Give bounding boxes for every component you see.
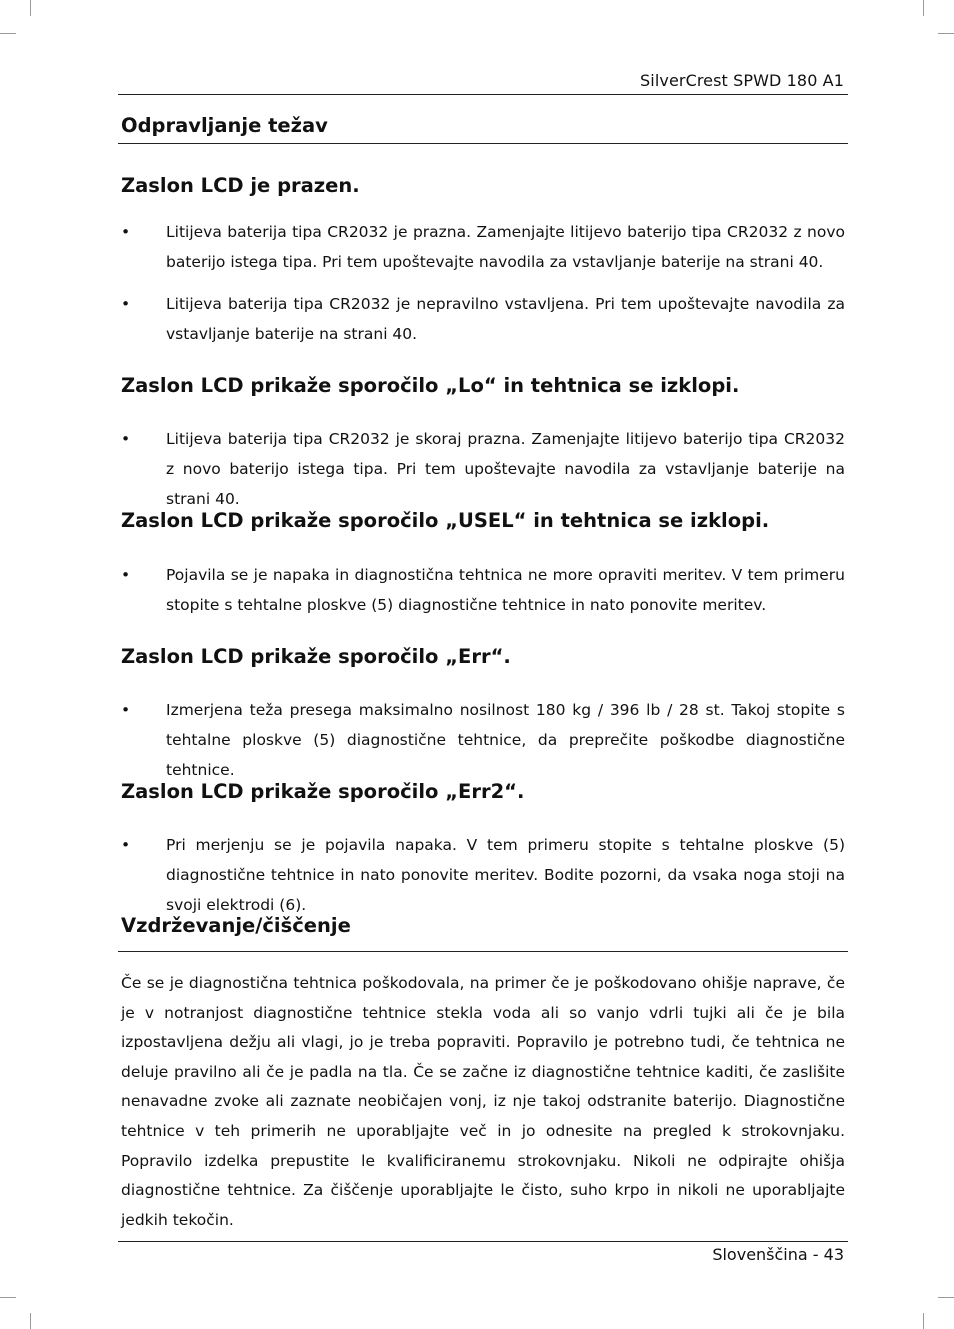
crop-mark: [938, 33, 954, 34]
section-title-troubleshooting: Odpravljanje težav: [121, 114, 328, 137]
list-item-text: Litijeva baterija tipa CR2032 je nepravilno vstavljena. Pri tem upoštevajte navodila za vstavljanje baterije na strani 40.: [166, 295, 845, 343]
section-rule: [118, 143, 848, 144]
list-item: [121, 695, 845, 785]
subheading: Zaslon LCD prikaže sporočilo „Err2“.: [121, 780, 525, 803]
subheading: Zaslon LCD prikaže sporočilo „Lo“ in tehtnica se izklopi.: [121, 374, 740, 397]
list-item-text: Litijeva baterija tipa CR2032 je prazna. Zamenjajte litijevo baterijo tipa CR2032 z novo baterijo istega tipa. Pri tem upoštevajte navodila za vstavljanje baterije na strani 40.: [166, 223, 845, 271]
crop-mark: [30, 0, 31, 16]
header-rule: [118, 94, 848, 95]
crop-mark: [30, 1313, 31, 1329]
footer-rule: [118, 1241, 848, 1242]
bullet-icon: •: [121, 295, 131, 313]
list-item: [121, 830, 845, 920]
section-rule: [118, 951, 848, 952]
crop-mark: [0, 33, 16, 34]
crop-mark: [923, 0, 924, 16]
bullet-icon: •: [121, 566, 131, 584]
section-title-maintenance: Vzdrževanje/čiščenje: [121, 914, 351, 937]
list-item: [121, 289, 845, 349]
page-number: Slovenščina - 43: [712, 1245, 844, 1264]
list-item-text: Izmerjena teža presega maksimalno nosilnost 180 kg / 396 lb / 28 st. Takoj stopite s tehtalne ploskve (5) diagnostične tehtnice, da preprečite poškodbe diagnostične tehtnice.: [166, 701, 845, 779]
bullet-icon: •: [121, 701, 131, 719]
list-item: [121, 217, 845, 277]
list-item: [121, 424, 845, 514]
bullet-icon: •: [121, 430, 131, 448]
subheading: Zaslon LCD prikaže sporočilo „Err“.: [121, 645, 511, 668]
bullet-icon: •: [121, 223, 131, 241]
list-item-text: Pojavila se je napaka in diagnostična tehtnica ne more opraviti meritev. V tem primeru stopite s tehtalne ploskve (5) diagnostične tehtnice in nato ponovite meritev.: [166, 566, 845, 614]
bullet-icon: •: [121, 836, 131, 854]
list-item: [121, 560, 845, 620]
subheading: Zaslon LCD je prazen.: [121, 174, 360, 197]
crop-mark: [0, 1297, 16, 1298]
crop-mark: [938, 1297, 954, 1298]
list-item-text: Pri merjenju se je pojavila napaka. V tem primeru stopite s tehtalne ploskve (5) diagnostične tehtnice in nato ponovite meritev. Bodite pozorni, da vsaka noga stoji na svoji elektrodi (6).: [166, 836, 845, 914]
list-item-text: Litijeva baterija tipa CR2032 je skoraj prazna. Zamenjajte litijevo baterijo tipa CR2032 z novo baterijo istega tipa. Pri tem upoštevajte navodila za vstavljanje baterije na strani 40.: [166, 430, 845, 508]
subheading: Zaslon LCD prikaže sporočilo „USEL“ in tehtnica se izklopi.: [121, 509, 770, 532]
crop-mark: [923, 1313, 924, 1329]
maintenance-paragraph: Če se je diagnostična tehtnica poškodovala, na primer če je poškodovano ohišje naprave, če je v notranjost diagnostične tehtnice stekla voda ali so vanjo vdrli tujki ali če je bila izpostavljena dežju ali vlagi, jo je treba popraviti. Popravilo je potrebno tudi, če tehtnica ne deluje pravilno ali če je padla na tla. Če se začne iz diagnostične tehtnice kaditi, če zaslišite nenavadne zvoke ali zaznate neobičajen vonj, iz nje takoj odstranite baterijo. Diagnostične tehtnice v teh primerih ne uporabljajte več in jo odnesite na pregled k strokovnjaku. Popravilo izdelka prepustite le kvalificiranemu strokovnjaku. Nikoli ne odpirajte ohišja diagnostične tehtnice. Za čiščenje uporabljajte le čisto, suho krpo in nikoli ne uporabljajte jedkih tekočin.: [121, 974, 845, 1229]
running-header-title: SilverCrest SPWD 180 A1: [640, 71, 844, 90]
